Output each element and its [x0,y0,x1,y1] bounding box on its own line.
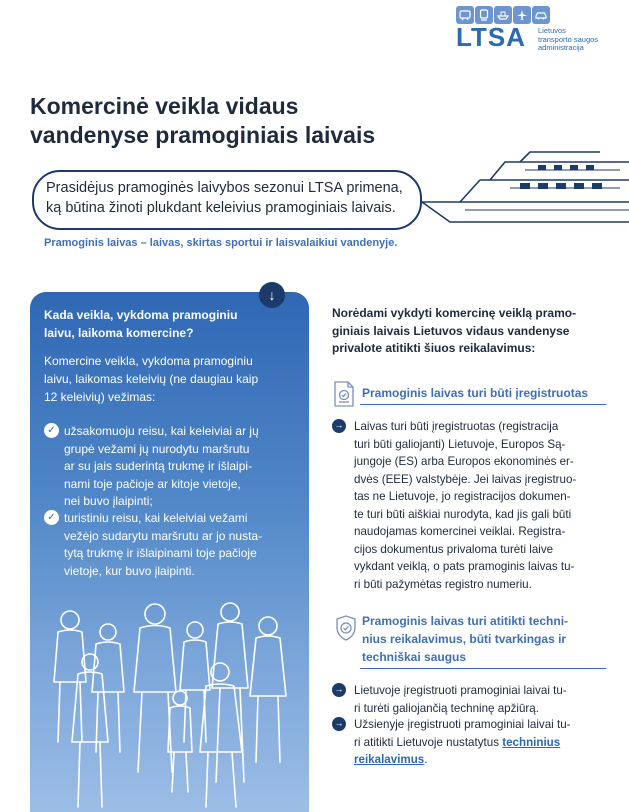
arrow-right-icon: → [332,419,346,433]
ship-illustration [420,140,629,240]
card-heading: Kada veikla, vykdoma pramoginiu laivu, laikoma komercine? [44,308,238,340]
title-line-1: Komercinė veikla vidaus [30,93,299,119]
checkmark-icon: ✓ [44,423,59,438]
section-registration-title: Pramoginis laivas turi būti įregistruotas [362,386,589,400]
intro-text: Prasidėjus pramoginės laivybos sezonui LTSA primena, ką būtina žinoti plukdant keleivius pramoginiais laivais. [46,180,403,216]
car-icon [532,6,550,24]
arrow-right-icon: → [332,717,346,731]
checkmark-icon: ✓ [44,510,59,525]
registration-paragraph: → Laivas turi būti įregistruotas (registracija turi būti galiojanti) Lietuvoje, Europos Są- jungoje (ES) arba Europos ekonominės er- dvės (EEE) valstybėje. Jei laivas įregistruo- tas ne Lietuvoje, jo registracijos dokumen- te turi būti aiškiai nurodyta, kad jis gali būti naudojamas komercinei veiklai. Registra- cijos dokumentus privaloma turėti laive vykdant veiklą, o pats pramoginis laivas tu- ri būti pažymėtas registro numeriu. [332,418,608,593]
card-paragraph: Komercine veikla, vykdoma pramoginiu laivu, laikomas keleivių (ne daugiau kaip 12 keleivių) vežimas: [44,354,259,404]
shield-check-icon [334,614,358,642]
definition-subtitle: Pramoginis laivas – laivas, skirtas sportui ir laisvalaikiui vandenyje. [44,237,398,249]
people-illustration [30,592,309,812]
technical-bullet-2: → Užsienyje įregistruoti pramoginiai laivai tu- ri atitikti Lietuvoje nustatytus techninius reikalavimus. [332,716,608,769]
section-divider [360,668,606,669]
logo-wordmark: LTSA [456,22,526,52]
section-technical-title: Pramoginis laivas turi atitikti techni- nius reikalavimus, būti tvarkingas ir techniškai saugus [362,614,569,664]
title-line-2: vandenyse pramoginiais laivais [30,122,376,148]
arrow-down-icon: ↓ [259,282,285,308]
section-divider [360,404,606,405]
technical-requirements-link[interactable]: reikalavimus [354,753,425,766]
technical-bullet-1: → Lietuvoje įregistruoti pramoginiai laivai tu- ri turėti galiojančią techninę apžiūrą. [332,682,608,717]
document-certificate-icon [332,380,356,408]
list-item: ✓ turistiniu reisu, kai keleiviai vežami vežėjo sudarytu maršrutu ar jo nusta- tytą trukmę ir išlaipinami toje pačioje vietoje, kur buvo įlaipinti. [44,510,296,580]
arrow-right-icon: → [332,683,346,697]
requirements-intro: Norėdami vykdyti komercinę veiklą pramo- giniais laivais Lietuvos vidaus vandenyse privalote atitikti šiuos reikalavimus: [332,306,577,355]
technical-requirements-link[interactable]: techninius [502,735,561,749]
logo-subtitle: Lietuvos transporto saugos administracija [538,26,599,52]
page-title [30,92,430,150]
list-item: ✓ užsakomuoju reisu, kai keleiviai ar jų grupė vežami jų nurodytu maršrutu ar su jais suderintą trukmę ir išlaipi- nami toje pačioje ar kitoje vietoje, nei buvo įlaipinti; [44,423,296,511]
